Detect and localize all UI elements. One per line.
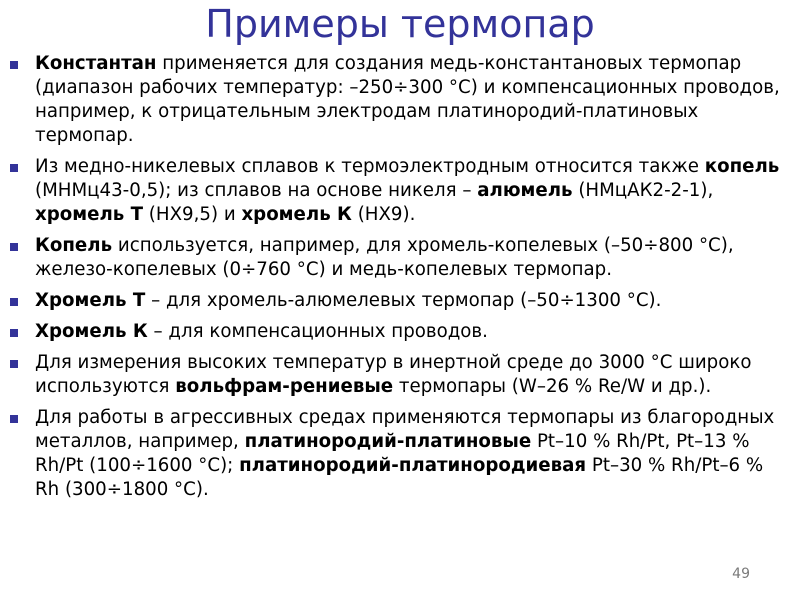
page-number: 49	[732, 566, 750, 582]
bullet-text	[35, 407, 774, 500]
bullet-item	[10, 351, 792, 399]
bullet-term: платинородий-платиновые	[244, 431, 532, 452]
bullet-segment: – для компенсационных проводов.	[147, 321, 488, 342]
bullet-term: Копель	[35, 235, 113, 256]
square-bullet-icon	[10, 164, 18, 172]
bullet-segment: Для измерения высоких температур в инертной среде до 3000 °С широко используются	[35, 352, 752, 397]
bullet-item	[10, 289, 792, 313]
bullet-text	[35, 352, 751, 397]
bullet-term: алюмель	[477, 180, 573, 201]
bullet-segment: Pt–10 % Rh/Pt, Pt–13 % Rh/Pt (100÷1600 °С);	[35, 431, 750, 476]
bullet-item	[10, 320, 792, 344]
bullet-segment: – для хромель-алюмелевых термопар (–50÷1300 °С).	[145, 290, 662, 311]
bullet-text	[35, 156, 779, 225]
bullet-item	[10, 52, 792, 148]
bullet-term: Константан	[35, 53, 157, 74]
bullet-term: Хромель Т	[35, 290, 146, 311]
slide-title: Примеры термопар	[205, 2, 595, 46]
square-bullet-icon	[10, 243, 18, 251]
bullet-text	[35, 321, 488, 342]
bullet-item	[10, 155, 792, 227]
bullet-text	[35, 53, 780, 146]
bullet-term: Хромель К	[35, 321, 148, 342]
bullet-item	[10, 234, 792, 282]
bullet-segment: Из медно-никелевых сплавов к термоэлектродным относится также	[35, 156, 705, 177]
bullet-term: хромель К	[241, 204, 352, 225]
bullet-segment: используется, например, для хромель-копелевых (–50÷800 °С), железо-копелевых (0÷760 °С) и медь-копелевых термопар.	[35, 235, 734, 280]
bullet-segment: термопары (W–26 % Re/W и др.).	[393, 376, 712, 397]
bullet-text	[35, 290, 661, 311]
bullet-segment: Для работы в агрессивных средах применяются термопары из благородных металлов, например,	[35, 407, 775, 452]
square-bullet-icon	[10, 61, 18, 69]
bullet-segment: применяется для создания медь-константановых термопар (диапазон рабочих температур: –250÷300 °С) и компенсационных проводов, например, к отрицательным электродам платинородий-платиновых термопар.	[35, 53, 780, 146]
bullet-segment: Pt–30 % Rh/Pt–6 % Rh (300÷1800 °С).	[35, 455, 764, 500]
square-bullet-icon	[10, 298, 18, 306]
bullet-segment: (НМцАК2-2-1),	[572, 180, 714, 201]
bullet-term: платинородий-платинородиевая	[239, 455, 587, 476]
bullet-term: вольфрам-рениевые	[175, 376, 394, 397]
bullet-list	[10, 52, 792, 509]
square-bullet-icon	[10, 415, 18, 423]
bullet-segment: (НХ9).	[351, 204, 416, 225]
bullet-term: копель	[704, 156, 780, 177]
square-bullet-icon	[10, 329, 18, 337]
bullet-segment: (МНМц43-0,5); из сплавов на основе никеля –	[35, 180, 478, 201]
bullet-text	[35, 235, 734, 280]
square-bullet-icon	[10, 360, 18, 368]
bullet-term: хромель Т	[35, 204, 144, 225]
bullet-segment: (НХ9,5) и	[143, 204, 242, 225]
bullet-item	[10, 406, 792, 502]
